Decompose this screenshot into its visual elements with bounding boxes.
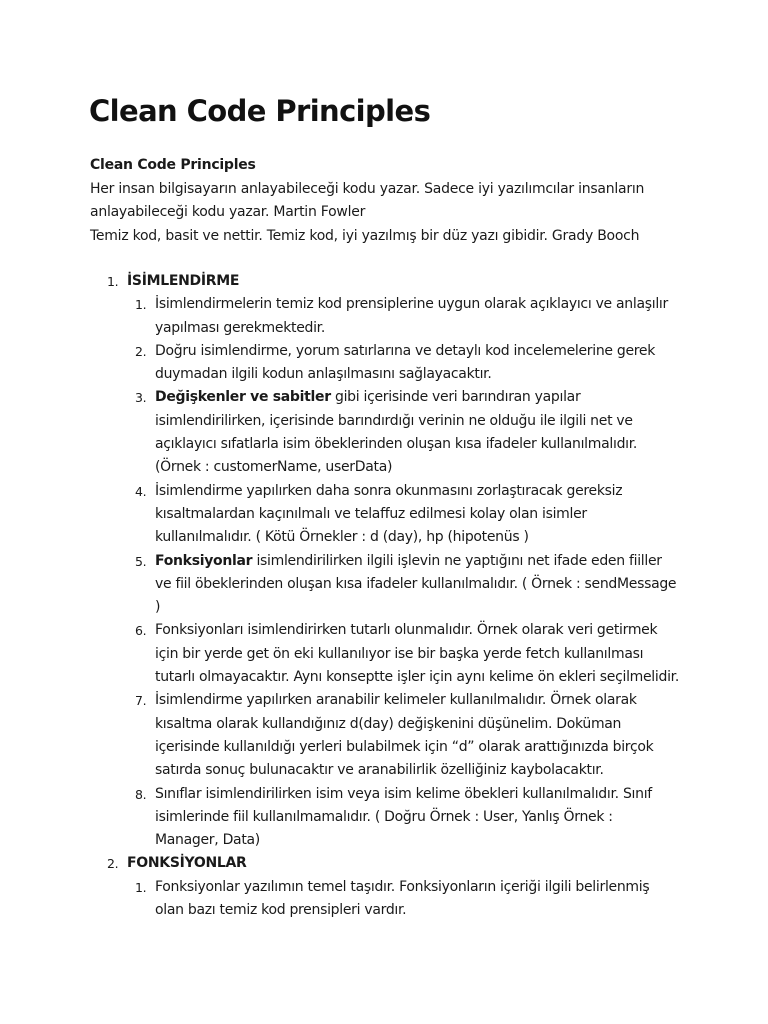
quote-martin-fowler: Her insan bilgisayarın anlayabileceği kodu yazar. Sadece iyi yazılımcılar insanların anlayabileceği kodu yazar. Martin Fowler	[90, 180, 645, 220]
item-bold-term: Değişkenler ve sabitler	[155, 389, 331, 406]
list-item	[127, 340, 680, 387]
list-item	[127, 876, 680, 923]
section-fonksiyonlar	[90, 852, 680, 922]
document-title: Clean Code Principles	[89, 94, 431, 128]
list-item	[127, 386, 680, 479]
section-isimlendirme	[90, 270, 680, 852]
section-number: 2.	[107, 856, 119, 872]
item-number: 4.	[135, 483, 147, 499]
item-text: İsimlendirme yapılırken aranabilir kelimeler kullanılmalıdır. Örnek olarak kısaltma olarak kullandığınız d(day) değişkenini düşünelim. Doküman içerisinde kullanıldığı yerleri bulabilmek için “d” olarak arattığınızda birçok satırda sonuç bulunacaktır ve aranabilirlik özelliğiniz kaybolacaktır.	[155, 692, 654, 779]
item-text: İsimlendirmelerin temiz kod prensiplerine uygun olarak açıklayıcı ve anlaşılır yapılması gerekmektedir.	[155, 296, 668, 336]
item-number: 3.	[135, 390, 147, 406]
section-heading: İSİMLENDİRME	[127, 273, 240, 289]
item-text: Sınıflar isimlendirilirken isim veya isim kelime öbekleri kullanılmalıdır. Sınıf isimlerinde fiil kullanılmamalıdır. ( Doğru Örnek : User, Yanlış Örnek : Manager, Data)	[155, 785, 652, 849]
item-text: İsimlendirme yapılırken daha sonra okunmasını zorlaştıracak gereksiz kısaltmalardan kaçınılmalı ve telaffuz edilmesi kolay olan isimler kullanılmalıdır. ( Kötü Örnekler : d (day), hp (hipotenüs )	[155, 482, 623, 546]
item-number: 7.	[135, 693, 147, 709]
item-number: 2.	[135, 343, 147, 359]
item-text: gibi içerisinde veri barındıran yapılar isimlendirilirken, içerisinde barındırdığı verinin ne olduğu ile ilgili net ve açıklayıcı sıfatlarla isim öbeklerinden oluşan kısa ifadeler kullanılmalıdır. (Örnek : customerName, userData)	[155, 389, 638, 476]
item-number: 6.	[135, 623, 147, 639]
list-item	[127, 480, 680, 550]
list-item	[127, 783, 680, 853]
list-item	[127, 689, 680, 782]
item-text: Fonksiyonları isimlendirirken tutarlı olunmalıdır. Örnek olarak veri getirmek için bir yerde get ön eki kullanılıyor ise bir başka yerde fetch kullanılması tutarlı olmayacaktır. Aynı konseptte işler için aynı kelime ön ekleri seçilmelidir.	[155, 622, 679, 686]
list-item	[127, 293, 680, 340]
rule-list	[127, 876, 680, 923]
item-text: isimlendirilirken ilgili işlevin ne yaptığını net ifade eden fiiller ve fiil öbeklerinden oluşan kısa ifadeler kullanılmalıdır. ( Örnek : sendMessage )	[155, 552, 677, 616]
list-item	[127, 550, 680, 620]
rule-list	[127, 293, 680, 852]
item-number: 8.	[135, 786, 147, 802]
intro-block	[90, 154, 690, 248]
item-number: 5.	[135, 553, 147, 569]
item-text: Fonksiyonlar yazılımın temel taşıdır. Fonksiyonların içeriği ilgili belirlenmiş olan bazı temiz kod prensipleri vardır.	[155, 878, 650, 919]
item-number: 1.	[135, 879, 147, 895]
section-number: 1.	[107, 274, 119, 289]
item-number: 1.	[135, 297, 147, 313]
quote-grady-booch: Temiz kod, basit ve nettir. Temiz kod, iyi yazılmış bir düz yazı gibidir. Grady Booch	[90, 227, 640, 244]
item-text: Doğru isimlendirme, yorum satırlarına ve detaylı kod incelemelerine gerek duymadan ilgili kodun anlaşılmasını sağlayacaktır.	[155, 342, 656, 383]
document-subtitle: Clean Code Principles	[90, 157, 256, 173]
list-item	[127, 619, 680, 689]
section-heading: FONKSİYONLAR	[127, 855, 247, 872]
item-bold-term: Fonksiyonlar	[155, 552, 253, 569]
section-list	[90, 270, 680, 922]
